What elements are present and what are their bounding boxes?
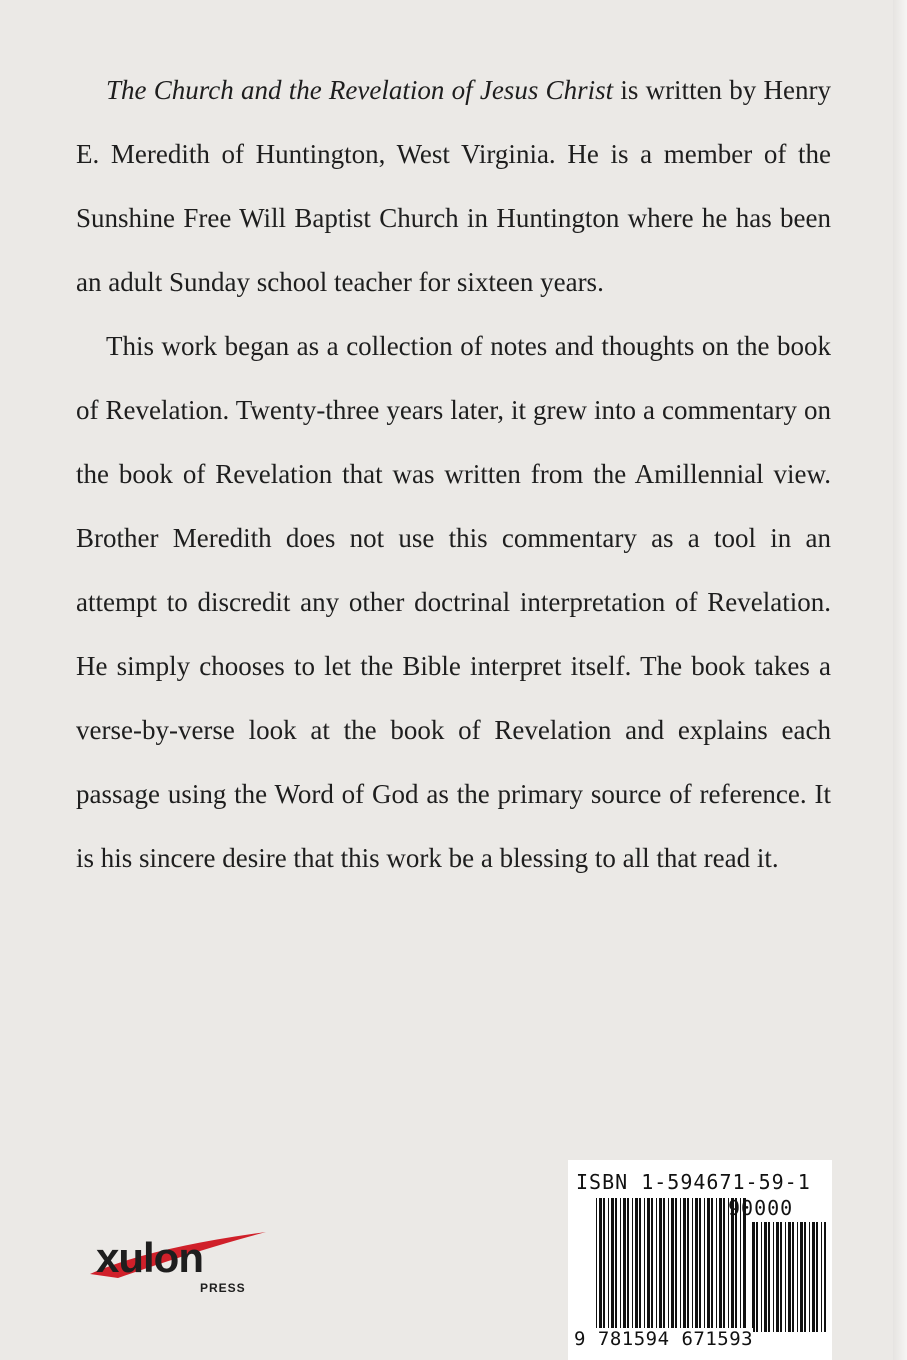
barcode-bar bbox=[615, 1198, 617, 1332]
description-paragraph-1-text: is written by Henry E. Meredith of Huntington, West Virginia. He is a member of the Sunshine Free Will Baptist Church in Huntington where he has been an adult Sunday school teacher for sixteen years. bbox=[76, 75, 831, 297]
barcode-bar bbox=[699, 1198, 701, 1332]
barcode-bar bbox=[683, 1198, 686, 1332]
barcode-bar bbox=[692, 1198, 693, 1332]
barcode-bar bbox=[611, 1198, 614, 1332]
barcode-bar bbox=[723, 1198, 725, 1332]
barcode-bar bbox=[675, 1198, 677, 1332]
barcode-bar bbox=[800, 1222, 803, 1332]
barcode-bar bbox=[821, 1222, 822, 1332]
barcode-bar bbox=[764, 1222, 767, 1332]
barcode-bar bbox=[785, 1222, 786, 1332]
barcode-bar bbox=[812, 1222, 815, 1332]
back-cover-description bbox=[76, 58, 831, 890]
barcode-bar bbox=[788, 1222, 791, 1332]
barcode-bar bbox=[704, 1198, 705, 1332]
barcode-bar bbox=[780, 1222, 782, 1332]
barcode-bar bbox=[824, 1222, 826, 1332]
ean-digits: 9 781594 671593 bbox=[574, 1328, 754, 1350]
barcode-bar bbox=[656, 1198, 657, 1332]
barcode-bar bbox=[596, 1198, 597, 1332]
barcode-bar bbox=[719, 1198, 722, 1332]
barcode-bar bbox=[668, 1198, 669, 1332]
barcode-bar bbox=[761, 1222, 762, 1332]
spine-edge bbox=[893, 0, 907, 1360]
description-paragraph-2: This work began as a collection of notes and thoughts on the book of Revelation. Twenty-three years later, it grew into a commentary on the book of Revelation that was written from the Amillennial view. Brother Meredith does not use this commentary as a tool in an attempt to discredit any other doctrinal interpretation of Revelation. He simply chooses to let the Bible interpret itself. The book takes a verse-by-verse look at the book of Revelation and explains each passage using the Word of God as the primary source of reference. It is his sincere desire that this work be a blessing to all that read it. bbox=[76, 331, 831, 873]
barcode-bar bbox=[707, 1198, 710, 1332]
barcode-bar bbox=[752, 1222, 755, 1332]
barcode-bar bbox=[647, 1198, 650, 1332]
barcode-bar bbox=[635, 1198, 638, 1332]
logo-wordmark: xulon bbox=[96, 1234, 203, 1281]
barcode-bar bbox=[680, 1198, 681, 1332]
barcode-bar bbox=[695, 1198, 698, 1332]
barcode-bar bbox=[651, 1198, 653, 1332]
barcode-bar bbox=[773, 1222, 774, 1332]
barcode-bar bbox=[632, 1198, 633, 1332]
barcode-bar bbox=[623, 1198, 626, 1332]
barcode-bar bbox=[603, 1198, 605, 1332]
barcode-bar bbox=[627, 1198, 629, 1332]
description-paragraph-1 bbox=[76, 58, 831, 314]
barcode-bar bbox=[716, 1198, 717, 1332]
barcode-bar bbox=[776, 1222, 779, 1332]
barcode-bar bbox=[804, 1222, 806, 1332]
barcode-bar bbox=[809, 1222, 810, 1332]
price-code: 90000 bbox=[728, 1196, 794, 1220]
barcode-bar bbox=[663, 1198, 665, 1332]
isbn-label: ISBN 1-594671-59-1 bbox=[576, 1170, 811, 1194]
barcode-bar bbox=[639, 1198, 641, 1332]
logo-subtitle: PRESS bbox=[200, 1281, 246, 1295]
barcode-bar bbox=[608, 1198, 609, 1332]
barcode-bar bbox=[816, 1222, 818, 1332]
barcode-bar bbox=[687, 1198, 689, 1332]
publisher-logo bbox=[88, 1228, 268, 1298]
barcode-bar bbox=[644, 1198, 645, 1332]
barcode-bar bbox=[599, 1198, 602, 1332]
barcode-bar bbox=[711, 1198, 713, 1332]
barcode-bar bbox=[792, 1222, 794, 1332]
barcode-bar bbox=[671, 1198, 674, 1332]
isbn-barcode bbox=[568, 1160, 832, 1360]
barcode-bar bbox=[768, 1222, 770, 1332]
book-title: The Church and the Revelation of Jesus Christ bbox=[106, 75, 614, 105]
barcode-bar bbox=[620, 1198, 621, 1332]
barcode-bar bbox=[659, 1198, 662, 1332]
barcode-bar bbox=[756, 1222, 758, 1332]
xulon-logo-icon bbox=[88, 1228, 268, 1298]
barcode-bar bbox=[797, 1222, 798, 1332]
